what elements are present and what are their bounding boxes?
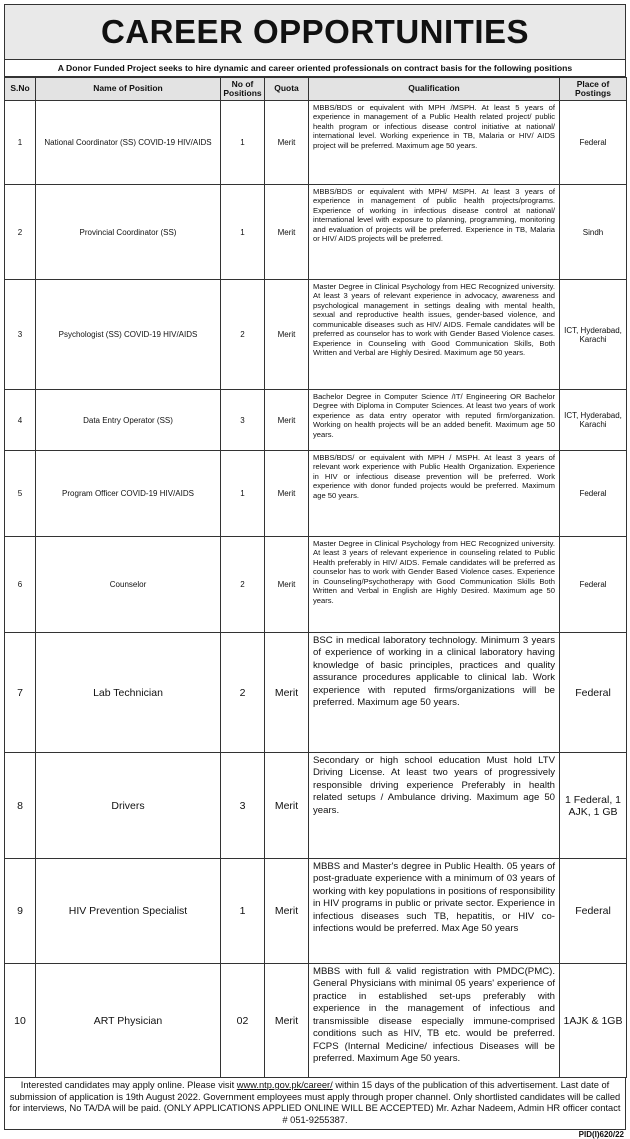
row-quota: Merit	[265, 185, 309, 280]
row-qualification: Master Degree in Clinical Psychology from HEC Recognized university. At least 3 years of relevant experience in counseling related to Public Health preferably in HIV/ AIDS. Female candidates will be preferred as counselor has to work with Gender Based Violence cases. Experience in Counseling/Psychotherapy with Good Communication Skills Both Written and Verbal in English are Highly Desired. Maximum age 50 years.	[309, 537, 560, 633]
row-positions-count: 2	[221, 633, 265, 753]
row-sno: 10	[5, 964, 36, 1078]
row-place: ICT, Hyderabad, Karachi	[560, 280, 627, 390]
row-quota: Merit	[265, 537, 309, 633]
row-qualification: Secondary or high school education Must hold LTV Driving License. At least two years of progressively responsible driving experience Preferably in health related setups / Ambulance driving. Maximum age 50 years.	[309, 753, 560, 859]
row-quota: Merit	[265, 753, 309, 859]
row-qualification: MBBS/BDS or equivalent with MPH/ MSPH. At least 3 years of experience in management of public health projects/programs. Experience of working in infectious disease control at national/ international level with exposure to planning, programming, monitoring and evaluation of projects will be preferred. Experience in TB, Malaria or HIV/ AIDS projects will be preferred.	[309, 185, 560, 280]
row-quota: Merit	[265, 859, 309, 964]
table-row	[5, 537, 627, 633]
row-place: Federal	[560, 537, 627, 633]
row-sno: 3	[5, 280, 36, 390]
row-sno: 7	[5, 633, 36, 753]
table-row	[5, 633, 627, 753]
table-row	[5, 451, 627, 537]
row-sno: 2	[5, 185, 36, 280]
row-position-name: Program Officer COVID-19 HIV/AIDS	[36, 451, 221, 537]
table-row	[5, 859, 627, 964]
header-place: Place of Postings	[560, 78, 627, 101]
header-qualification: Qualification	[309, 78, 560, 101]
row-quota: Merit	[265, 101, 309, 185]
row-position-name: Counselor	[36, 537, 221, 633]
row-sno: 4	[5, 390, 36, 451]
table-row	[5, 101, 627, 185]
row-quota: Merit	[265, 451, 309, 537]
row-quota: Merit	[265, 633, 309, 753]
row-positions-count: 02	[221, 964, 265, 1078]
row-positions-count: 1	[221, 859, 265, 964]
table-row	[5, 753, 627, 859]
table-header-row	[5, 78, 627, 101]
page-title: CAREER OPPORTUNITIES	[100, 12, 530, 51]
table-row	[5, 185, 627, 280]
row-place: Federal	[560, 859, 627, 964]
row-position-name: Psychologist (SS) COVID-19 HIV/AIDS	[36, 280, 221, 390]
application-instructions	[4, 1078, 626, 1130]
row-qualification: MBBS/BDS or equivalent with MPH /MSPH. At least 5 years of experience in management of a Public Health related project/ public health program or infectious disease control initiative at national/ international level. Working experience in TB, Malaria or HIV/ AIDS project will be preferred. Maximum age 50 years.	[309, 101, 560, 185]
row-qualification: MBBS with full & valid registration with PMDC(PMC). General Physicians with minimal 05 years' experience of practice in established set-ups preferably with experience in the management of infectious and transmissible disease especially immune-comprised conditions such as HIV, TB etc. would be preferred. FCPS (Internal Medicine/ infectious Diseases will be preferred. Maximum Age 50 years.	[309, 964, 560, 1078]
row-positions-count: 1	[221, 185, 265, 280]
row-positions-count: 2	[221, 280, 265, 390]
footer-text-start: Interested candidates may apply online. Please visit	[20, 1080, 237, 1090]
row-positions-count: 2	[221, 537, 265, 633]
row-sno: 6	[5, 537, 36, 633]
row-sno: 5	[5, 451, 36, 537]
table-row	[5, 964, 627, 1078]
header-quota: Quota	[265, 78, 309, 101]
row-position-name: Provincial Coordinator (SS)	[36, 185, 221, 280]
row-qualification: MBBS/BDS/ or equivalent with MPH / MSPH. At least 3 years of relevant work experience with Public Health Organization. Experience in HIV or infectious disease prevention will be preferred. Work experience with donor funded projects would be preferred. Maximum age 50 years.	[309, 451, 560, 537]
row-position-name: HIV Prevention Specialist	[36, 859, 221, 964]
row-place: 1 Federal, 1 AJK, 1 GB	[560, 753, 627, 859]
row-sno: 1	[5, 101, 36, 185]
table-row	[5, 280, 627, 390]
footer-text-end: within 15 days of the publication of this advertisement. Last date of submission of application is 19th August 2022. Government employees must apply through proper channel. Only shortlisted candidates will be called for interviews, No TA/DA will be paid. (ONLY APPLICATIONS APPLIED ONLINE WILL BE ACCEPTED) Mr. Azhar Nadeem, Admin HR officer contact # 051-9255387.	[9, 1080, 621, 1125]
title-banner	[4, 4, 626, 60]
row-positions-count: 1	[221, 451, 265, 537]
header-sno: S.No	[5, 78, 36, 101]
row-sno: 9	[5, 859, 36, 964]
row-quota: Merit	[265, 280, 309, 390]
subtitle: A Donor Funded Project seeks to hire dynamic and career oriented professionals on contract basis for the following positions	[4, 60, 626, 77]
header-positions: No of Positions	[221, 78, 265, 101]
row-place: Sindh	[560, 185, 627, 280]
row-position-name: Data Entry Operator (SS)	[36, 390, 221, 451]
row-place: 1AJK & 1GB	[560, 964, 627, 1078]
pid-number: PID(I)620/22	[578, 1130, 624, 1139]
row-positions-count: 3	[221, 753, 265, 859]
row-place: Federal	[560, 101, 627, 185]
row-place: Federal	[560, 451, 627, 537]
header-name: Name of Position	[36, 78, 221, 101]
row-qualification: Master Degree in Clinical Psychology from HEC Recognized university. At least 3 years of relevant experience in advocacy, awareness and psychological management in settings dealing with mental health, sexual and reproductive health issues, gender-based violence, and communicable diseases such as HIV/ AIDS. Female candidates will be preferred as counselor has to work with Gender Based Violence cases. Experience in Counseling with Good Communication Skills, Both Written and Verbal are Highly Desired. Maximum age 50 years.	[309, 280, 560, 390]
advertisement	[4, 0, 626, 1139]
row-quota: Merit	[265, 390, 309, 451]
row-qualification: BSC in medical laboratory technology. Minimum 3 years of experience of working in a clinical laboratory having knowledge of basic principles, practices and quality assurance procedures applicable to clinical lab. Work experience with reputed firms/organizations will be preferred. Maximum age 50 years.	[309, 633, 560, 753]
row-positions-count: 3	[221, 390, 265, 451]
row-positions-count: 1	[221, 101, 265, 185]
row-quota: Merit	[265, 964, 309, 1078]
row-qualification: Bachelor Degree in Computer Science /IT/ Engineering OR Bachelor Degree with Diploma in Computer Sciences. At least two years of work experience as data entry operator with reputed firm/organization. Working on health projects will be an added benefit. Maximum age 50 years.	[309, 390, 560, 451]
row-position-name: Drivers	[36, 753, 221, 859]
row-position-name: ART Physician	[36, 964, 221, 1078]
table-row	[5, 390, 627, 451]
row-position-name: National Coordinator (SS) COVID-19 HIV/AIDS	[36, 101, 221, 185]
row-place: Federal	[560, 633, 627, 753]
career-link[interactable]: www.ntp.gov.pk/career/	[236, 1080, 333, 1090]
row-qualification: MBBS and Master's degree in Public Health. 05 years of post-graduate experience with a minimum of 03 years of working with key populations in positions of responsibility in HIV programs in public or private sector. Experience in infectious diseases such TB, hepatitis, or HIV co-infections would be preferred. Max Age 50 years	[309, 859, 560, 964]
positions-table	[4, 77, 627, 1078]
row-sno: 8	[5, 753, 36, 859]
row-position-name: Lab Technician	[36, 633, 221, 753]
row-place: ICT, Hyderabad, Karachi	[560, 390, 627, 451]
